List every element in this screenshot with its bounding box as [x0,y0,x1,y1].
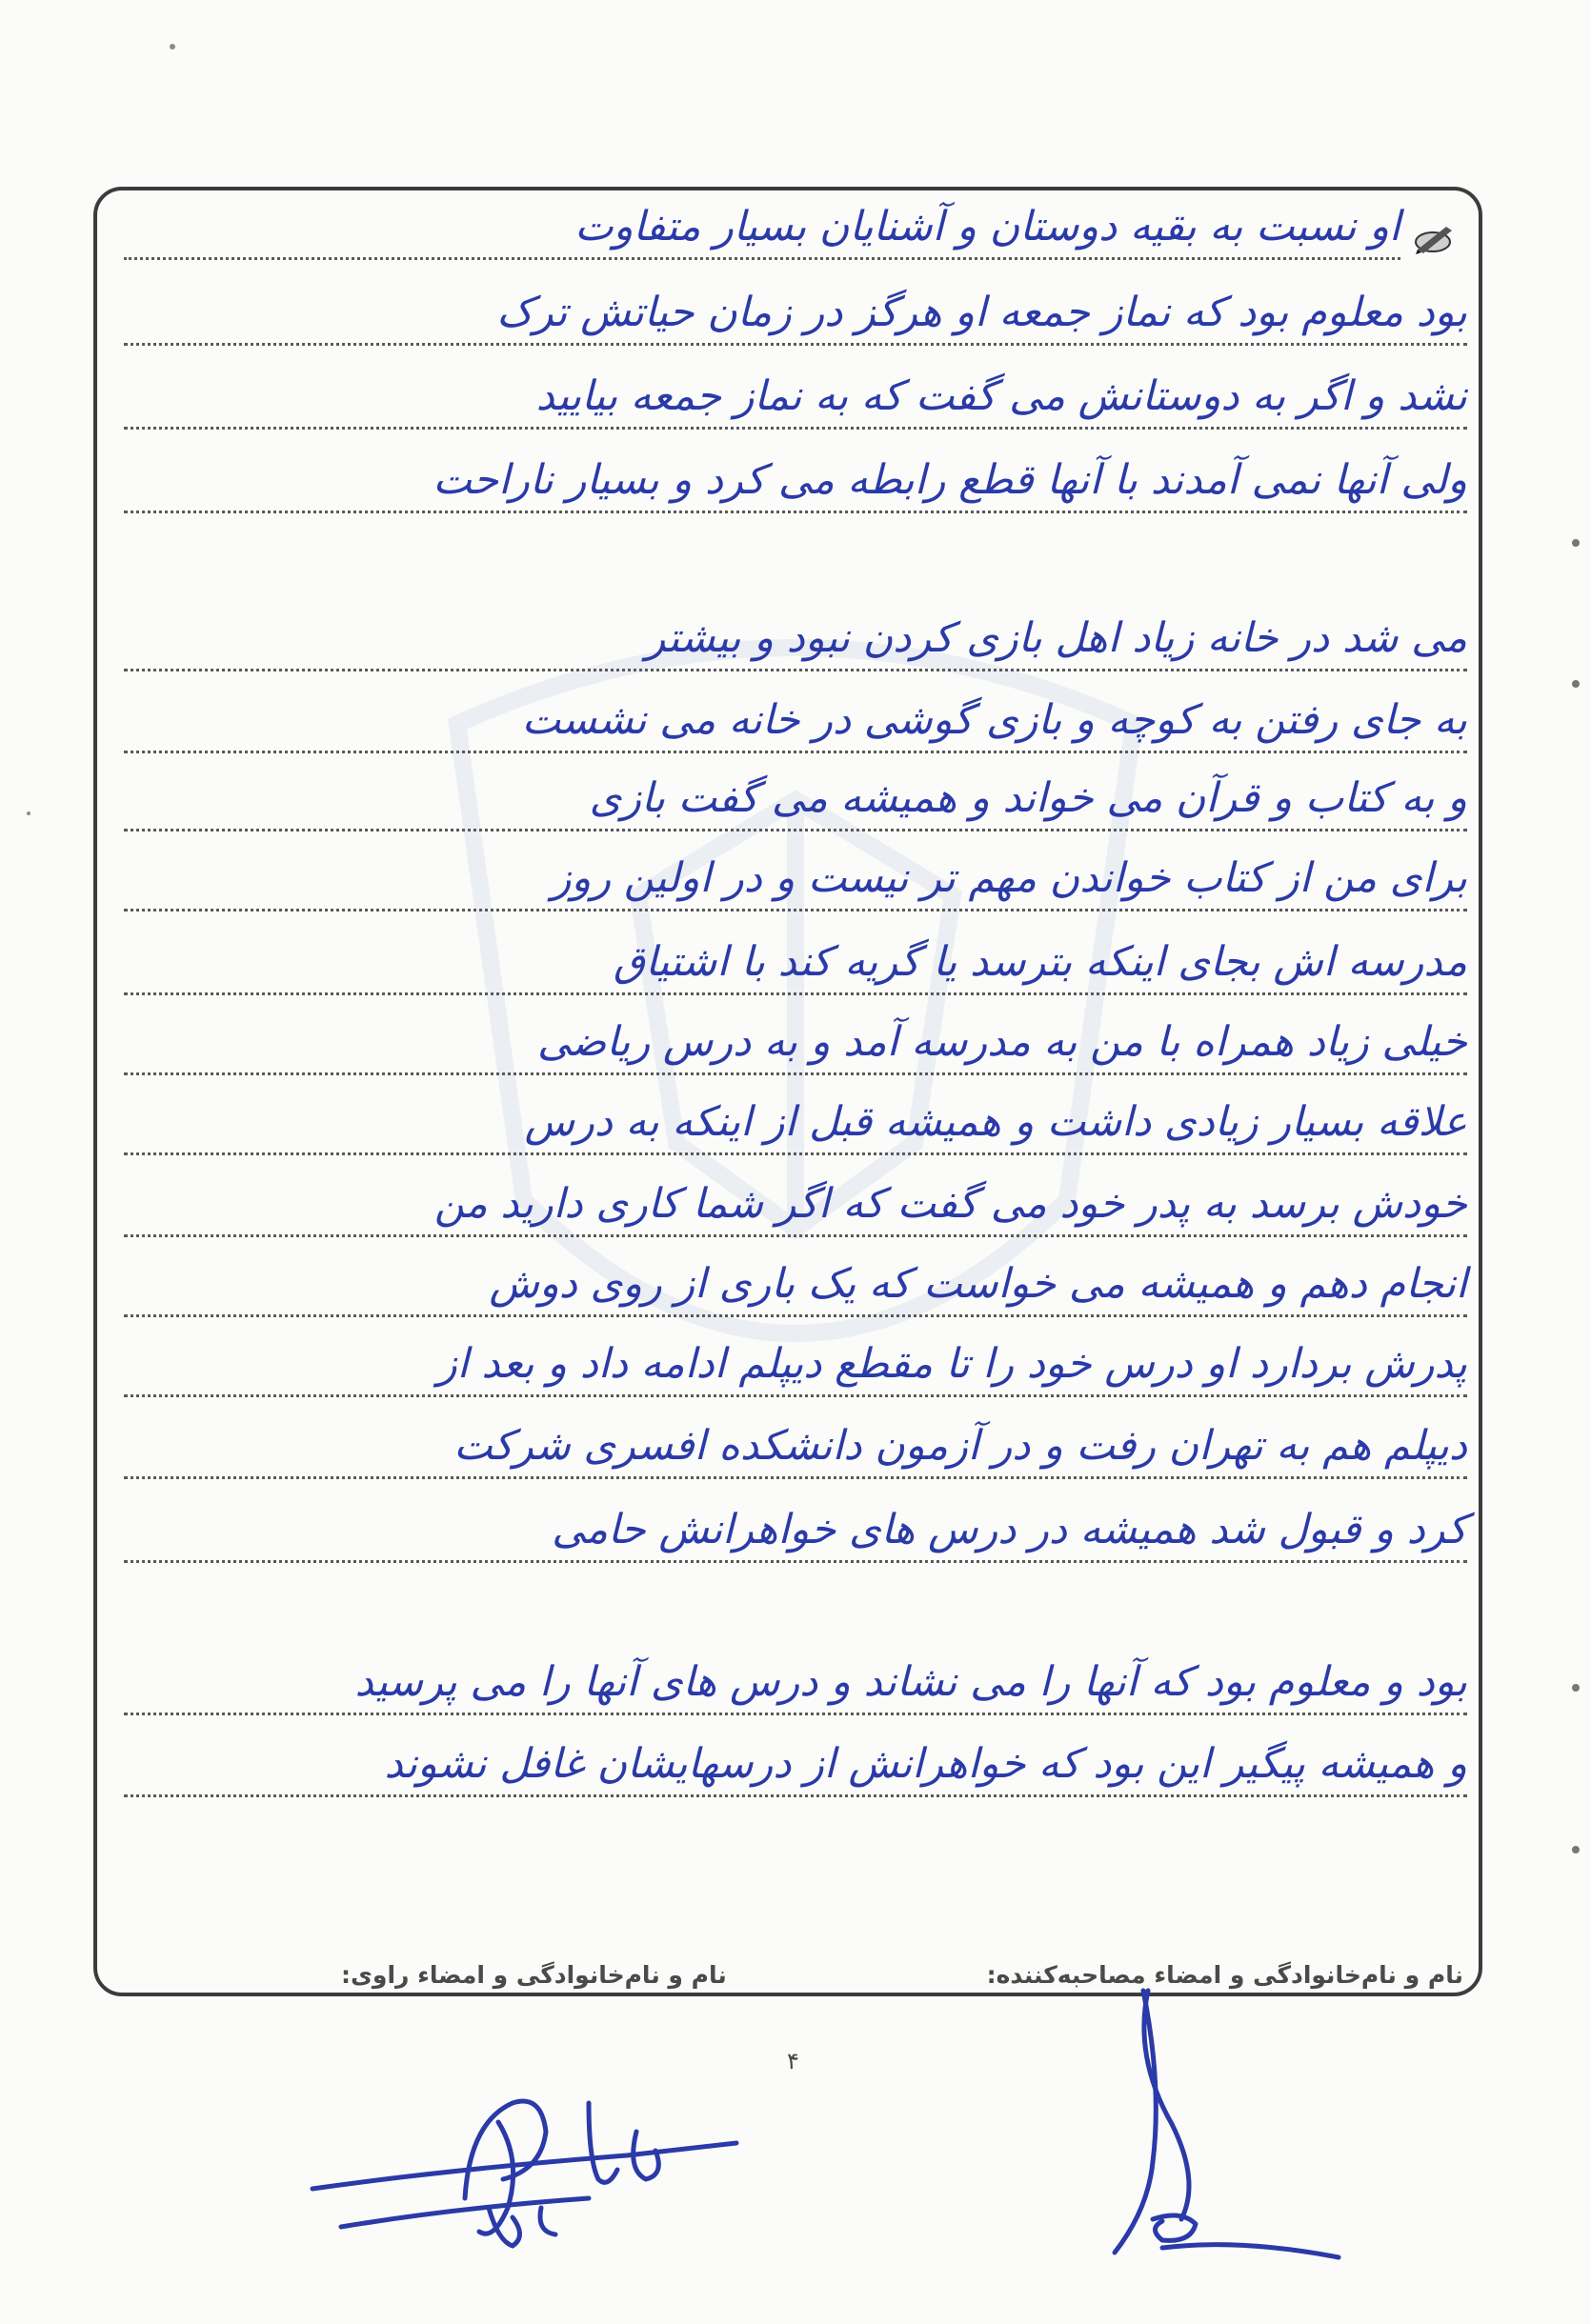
handwritten-line: و همیشه پیگیر این بود که خواهرانش از درسهایشان غافل نشوند [124,1737,1467,1797]
narrator-signature-label: نام و نام‌خانوادگی و امضاء راوی: [341,1961,727,1989]
handwritten-line: پدرش بردارد او درس خود را تا مقطع دیپلم ادامه داد و بعد از [124,1337,1467,1397]
handwritten-line: برای من از کتاب خواندن مهم تر نیست و در اولین روز [124,851,1467,912]
handwritten-line: به جای رفتن به کوچه و بازی گوشی در خانه می نشست [124,693,1467,753]
handwritten-line: بود و معلوم بود که آنها را می نشاند و درس های آنها را می پرسید [124,1655,1467,1715]
handwritten-line: خیلی زیاد همراه با من به مدرسه آمد و به درس ریاضی [124,1015,1467,1075]
handwritten-line: دیپلم هم به تهران رفت و در آزمون دانشکده افسری شرکت [124,1419,1467,1479]
handwritten-line: نشد و اگر به دوستانش می گفت که به نماز جمعه بیایید [124,370,1467,430]
handwritten-line: می شد در خانه زیاد اهل بازی کردن نبود و بیشتر [124,611,1467,671]
handwritten-line: بود معلوم بود که نماز جمعه او هرگز در زمان حیاتش ترک [124,286,1467,346]
handwritten-line: خودش برسد به پدر خود می گفت که اگر شما کاری دارید من [124,1177,1467,1237]
handwritten-line: مدرسه اش بجای اینکه بترسد یا گریه کند با اشتیاق [124,935,1467,995]
handwritten-line: او نسبت به بقیه دوستان و آشنایان بسیار متفاوت [124,200,1400,260]
handwritten-line: کرد و قبول شد همیشه در درس های خواهرانش حامی [124,1503,1467,1563]
handwritten-line: انجام دهم و همیشه می خواست که یک باری از روی دوش [124,1257,1467,1317]
interviewer-signature-label: نام و نام‌خانوادگی و امضاء مصاحبه‌کننده: [986,1961,1463,1989]
handwritten-line: و به کتاب و قرآن می خواند و همیشه می گفت بازی [124,771,1467,831]
handwritten-line: ولی آنها نمی آمدند با آنها قطع رابطه می کرد و بسیار ناراحت [124,453,1467,513]
handwritten-line: علاقه بسیار زیادی داشت و همیشه قبل از اینکه به درس [124,1095,1467,1155]
page-number: ۴ [787,2048,799,2074]
